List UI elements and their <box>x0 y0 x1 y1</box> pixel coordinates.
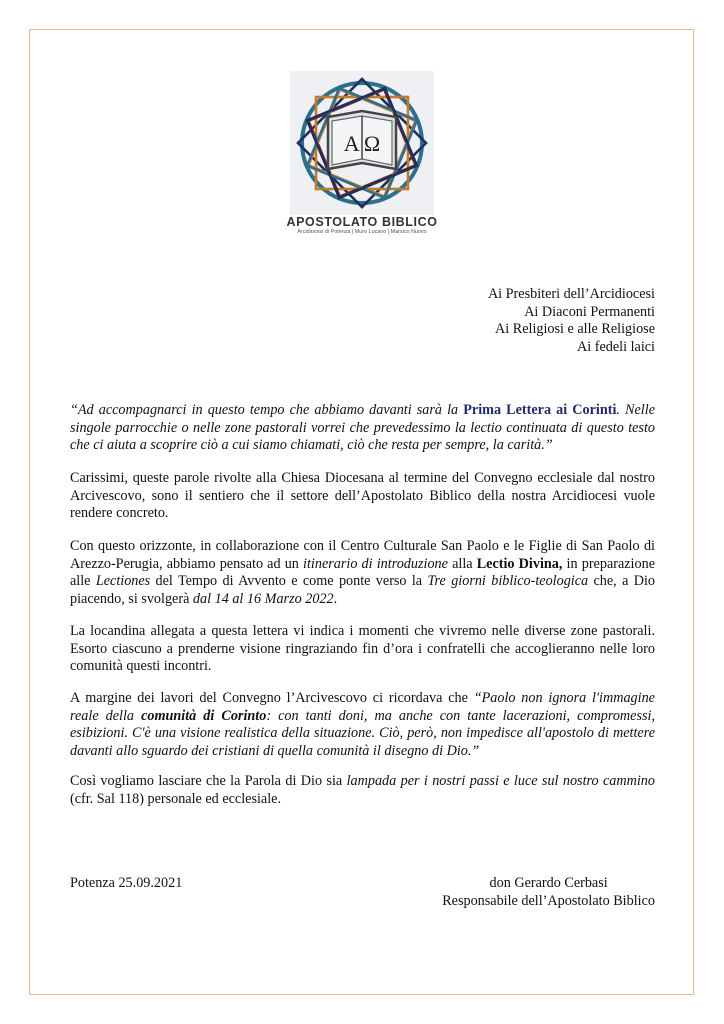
recipient-line: Ai fedeli laici <box>577 338 655 355</box>
alpha-omega-glyphs: A Ω <box>343 131 381 156</box>
place-date: Potenza 25.09.2021 <box>70 875 183 891</box>
quote-paragraph: “Ad accompagnarci in questo tempo che abbiamo davanti sarà la Prima Lettera ai Corinti. Nelle singole parrocchie o nelle zone pastorali vorrei che prevedessimo la lectio continuata di questo testo che ci aiuta a scoprire ciò a cui siamo chiamati, ciò che resta per sempre, la carità.” <box>70 402 655 453</box>
poster-paragraph: La locandina allegata a questa lettera vi indica i momenti che vivremo nelle diverse zone pastorali. Esorto ciascuno a prenderne visione ringraziando fin d’ora i confratelli che accoglieranno nelle loro comunità questi incontri. <box>70 623 655 674</box>
closing-paragraph: Così vogliamo lasciare che la Parola di Dio sia lampada per i nostri passi e luce sul nostro cammino (cfr. Sal 118) personale ed ecclesiale. <box>70 773 655 807</box>
itinerary-paragraph: Con questo orizzonte, in collaborazione con il Centro Culturale San Paolo e le Figlie di San Paolo di Arezzo-Perugia, abbiamo pensato ad un itinerario di introduzione alla Lectio Divina, in preparazione alle Lectiones del Tempo di Avvento e come ponte verso la Tre giorni biblico-teologica che, a Dio piacendo, si svolgerà dal 14 al 16 Marzo 2022. <box>70 538 655 607</box>
bold-title: Prima Lettera ai Corinti <box>463 402 617 418</box>
recipients-block <box>488 286 655 356</box>
signer-name: don Gerardo Cerbasi <box>489 875 608 891</box>
recipient-line: Ai Religiosi e alle Religiose <box>495 321 655 337</box>
intro-paragraph: Carissimi, queste parole rivolte alla Chiesa Diocesana al termine del Convegno ecclesiale dal nostro Arcivescovo, sono il sentiero che il settore dell’Apostolato Biblico della nostra Arcidiocesi vuole rendere concreto. <box>70 470 655 521</box>
apostolato-biblico-logo <box>290 71 434 215</box>
signer-role: Responsabile dell’Apostolato Biblico <box>442 892 655 909</box>
archbishop-quote-paragraph: A margine dei lavori del Convegno l’Arcivescovo ci ricordava che “Paolo non ignora l'immagine reale della comunità di Corinto: con tanti doni, ma anche con tante lacerazioni, compromessi, esibizioni. C'è una visione realistica della situazione. Ciò, però, non impedisce all'apostolo di mettere davanti allo sguardo dei cristiani di quella comunità il disegno di Dio.” <box>70 690 655 759</box>
logo-subtitle: Arcidiocesi di Potenza | Muro Lucano | Marsico Nuovo <box>297 229 427 235</box>
recipient-line: Ai Diaconi Permanenti <box>524 303 655 320</box>
recipient-line: Ai Presbiteri dell’Arcidiocesi <box>487 286 655 302</box>
logo-title: APOSTOLATO BIBLICO <box>286 215 438 229</box>
signature-block <box>442 875 655 910</box>
